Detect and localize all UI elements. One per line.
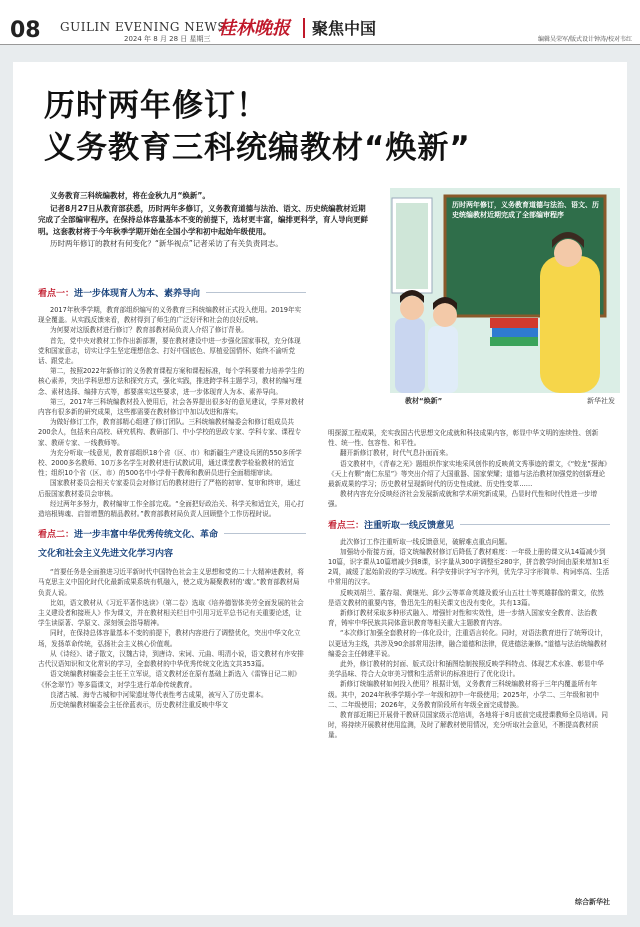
paragraph: 为做好修订工作，教育部精心组建了修订团队。三科统编教材编委会和修订组成员共200余人，包括来自高校、研究机构、教研部门、中小学校的思政专家、学科专家、课程专家、教研专家、一线教师等。 (38, 418, 302, 447)
book-stack-1 (490, 318, 538, 328)
teacher-body (540, 256, 600, 393)
paragraph: 历史统编教材编委会主任徐蓝表示，历史教材注重反映中华文 (50, 700, 229, 709)
section-3-key: 看点三： (328, 520, 365, 531)
editor-credits: 编辑吴荣军/版式设计钟涛/校对韦红 (537, 36, 632, 43)
section-heading-3 (328, 518, 610, 531)
paragraph: 为充分听取一线意见，教育部组织18个省（区、市）和新疆生产建设兵团的550多所学校、2000多名教师、10万多名学生对教材进行试教试用，通过课堂教学检验教材的适宜性；组织10个省（区、市）的500名中小学骨干教师和教研员进行全面精细审读。 (38, 448, 302, 478)
blackboard-text: 历时两年修订，义务教育道德与法治、语文、历史统编教材近期完成了全部编审程序 (452, 201, 599, 219)
section-2-title: 进一步丰富中华优秀传统文化、革命 (74, 530, 219, 541)
paragraph: “本次修订加强全套教材的一体化设计，注重语言转化。同时，对语法教育进行了统筹设计，以更适为主线，共涉及90余部常用法律，融合道德和法律，促进德法兼修。”道德与法治统编教材编委会主任韩建平说。 (328, 629, 608, 658)
paragraph: 此外，修订教材的封面、版式设计和插图绘制按照反映学科特点、体现艺术水准、彰显中华美学品味、符合大众审美习惯和生活常识的标准进行了优化设计。 (328, 660, 604, 679)
window-pane (396, 203, 428, 289)
illustration-caption (405, 396, 615, 406)
lead-p1: 义务教育三科统编教材，将在金秋九月“焕新”。 (50, 191, 210, 200)
section-heading-1 (38, 286, 306, 299)
paragraph: “首要任务是全面推进习近平新时代中国特色社会主义思想和党的二十大精神进教材，将马克思主义中国化时代化最新成果系统有机融入，使之成为凝聚教材的‘魂’。”教育部教材局负责人说。 (38, 568, 304, 597)
lead-p3: 历时两年修订的教材有何变化？“新华视点”记者采访了有关负责同志。 (50, 239, 283, 248)
paragraph: 首先，党中央对教材工作作出新部署，要在教材建设中进一步强化国家事权，充分体现党和国家意志，切实让学生坚定理想信念、打好中国底色、厚植爱国情怀、始终不渝听党话、跟党走。 (38, 336, 301, 366)
teacher-head (554, 239, 582, 267)
paragraph: 第三，2017年三科统编教材投入使用后，社会各界提出很多好的意见建议，学界对教材内容有很多新的研究成果，这些都需要在教材修订中加以改进和落实。 (38, 397, 305, 417)
article-signature: 综合新华社 (575, 898, 610, 906)
paragraph: 新修订教材采取多种形式融入、增强针对性和实效性，进一步纳入国家安全教育、法治教育，铸牢中华民族共同体意识教育等相关重大主题教育内容。 (328, 609, 598, 628)
section-1-key: 看点一： (38, 289, 75, 299)
issue-date: 2024 年 8 月 28 日 星期三 (124, 35, 211, 43)
lead-p2: 记者8月27日从教育部获悉，历时两年多修订，义务教育道德与法治、语文、历史统编教材近期完成了全部编审程序。在保持总体容量基本不变的前提下，选材更丰富，编排更科学，育人导向更鲜明。这套教材将于今年秋季学期开始在全国小学和初中起始年级使用。 (38, 203, 368, 236)
paragraph: 同时，在保持总体容量基本不变的前提下，教材内容进行了调整优化，突出中华文化立场，发扬革命传统，弘扬社会主义核心价值观。 (38, 629, 301, 648)
caption-title: 教材“焕新” (405, 397, 443, 405)
headline (44, 85, 471, 169)
paragraph: 经过两年多努力，教材编审工作全部完成。“全面把好政治关、科学关和适宜关，用心打造培根铸魂、启智增慧的精品教材。”教育部教材局负责人回顾整个工作历程时说。 (38, 499, 304, 519)
section-2-rule (224, 533, 306, 534)
paragraph: 比如，语文教材从《习近平著作选读》（第二卷）选取《培养德智体美劳全面发展的社会主义建设者和接班人》作为课文，并在教材相关栏目中引用习近平总书记有关重要论述，让学生读原著、学原文、深刻领会指导精神。 (38, 598, 304, 628)
paragraph: 教材内容充分反映经济社会发展新成就和学术研究新成果，凸显时代性和时代性进一步增强。 (328, 490, 598, 509)
paragraph: 反映刘胡兰、董存瑞、黄继光、邱少云等革命英雄及毅牙山五壮士等英雄群像的课文，依然是语文教材的重要内容，鲁迅先生的相关课文也没有变化，共有13篇。 (328, 588, 604, 607)
header-divider (303, 18, 305, 38)
paragraph: 为何要对这版教材进行修订？教育部教材局负责人介绍了修订背景。 (50, 326, 248, 335)
headline-line-2: 义务教育三科统编教材“焕新” (44, 130, 471, 166)
paragraph: 语文统编教材编委会主任王立军说，语文教材还在原有基础上新选入《雷锋日记二则》《怀念翠竹》等多篇课文，对学生进行革命传统教育。 (38, 670, 301, 689)
section-3-title: 注重听取一线反馈意见 (364, 520, 455, 531)
section-heading-2 (38, 527, 306, 540)
paragraph: 翻开新修订教材，时代气息扑面而来。 (340, 449, 453, 458)
section-1-rule (206, 292, 306, 293)
section-2-title-cont: 文化和社会主义先进文化学习内容 (38, 549, 174, 560)
section-2-key: 看点二： (38, 530, 75, 541)
paragraph: 语文教材中，《青春之光》题组织作家实地采风创作的反映黄文秀事迹的课文，《“蛟龙”探海》《天上有颗“南仁东星”》等突出介绍了大国重器、国家荣耀；道德与法治教材加强党的创新理论最新成果的学习；历史教材呈现新时代的历史性成就、历史性变革…… (328, 459, 608, 489)
paragraph: 教育部近期已开展骨干教研员国家级示范培训，各地将于8月底前完成授课教师全员培训。同时，将持续开展教材使用监测，及时了解教材使用情况，充分听取社会意见，不断提高教材质量。 (328, 711, 608, 740)
paragraph: 2017年秋季学期，教育部组织编写的义务教育三科统编教材正式投入使用。2019年实现全覆盖。从实践反馈来看，教材得到了师生的广泛好评和社会的良好反响。 (38, 306, 302, 325)
caption-credit: 新华社发 (587, 397, 615, 405)
student-b-body (428, 326, 458, 393)
headline-line-1: 历时两年修订！ (44, 88, 268, 124)
paragraph: 加强幼小衔接方面，语文统编教材修订后降低了教材难度：一年级上册的课文从14篇减少到10篇，识字课从10篇增减少到8课，识字量从300字调整至280字，拼音教学时间由原来增加1至2周，减缓了起始阶段的学习坡度。科学安排识字写字序列，优先学习字形简单、构词率高、生活中常用的汉字。 (328, 547, 610, 587)
section-3-rule (460, 524, 610, 525)
book-stack-2 (492, 328, 538, 337)
paragraph: 新修订统编教材如何投入使用？根据计划，义务教育三科统编教材将于三年内覆盖所有年级。其中，2024年秋季学期小学一年级和初中一年级使用；2025年，小学二、三年级和初中二、二年级使用；2026年，义务教育阶段所有年级全面完成替换。 (328, 680, 599, 709)
paragraph: 国家教材委员会相关专家委员会对修订后的教材进行了严格的初审、复审和终审，通过后报国家教材委员会审核。 (38, 479, 301, 498)
paragraph: 第二，按照2022年新修订的义务教育课程方案和课程标准，每个学科要着力培养学生的核心素养，突出学科思想方法和探究方式，强化实践，推进跨学科主题学习，教材的编写理念、素材选择、编排方式等，都要落实这些要求，进一步体现育人为本、素养导向。 (38, 367, 305, 396)
column-right (328, 428, 610, 896)
paragraph: 从《诗经》、诸子散文，汉魏古诗，到唐诗、宋词、元曲、明清小说，语文教材有序安排古代汉语知识和文化常识的学习，全套教材的中华优秀传统文化选文共353篇。 (38, 649, 304, 669)
paragraph: 此次修订工作注重听取一线反馈意见，破解难点重点问题。 (340, 537, 512, 546)
newspaper-header (0, 0, 640, 44)
section-title: 聚焦中国 (312, 19, 377, 38)
student-a-head (400, 296, 424, 320)
section-1-title: 进一步体现育人为本、素养导向 (74, 289, 201, 299)
book-stack-3 (490, 337, 538, 346)
student-b-head (433, 303, 457, 327)
paragraph: 明探源工程成果，充实我国古代思想文化成就和科技成果内容，彰显中华文明的连续性、创新性、统一性、包容性、和平性。 (328, 429, 599, 448)
textbook-illustration (390, 188, 620, 393)
column-left (38, 278, 306, 893)
header-rule (0, 44, 640, 45)
student-a-body (395, 318, 425, 393)
paper-logo: 桂林晚报 (218, 18, 290, 39)
lead-paragraphs (38, 190, 368, 251)
page-number: 08 (10, 18, 41, 43)
paper-name: GUILIN EVENING NEWS (60, 20, 227, 34)
paragraph: 良渚古城、海寺古城和中河梁遗址等代表性考古成果，被写入了历史课本。 (50, 690, 268, 699)
